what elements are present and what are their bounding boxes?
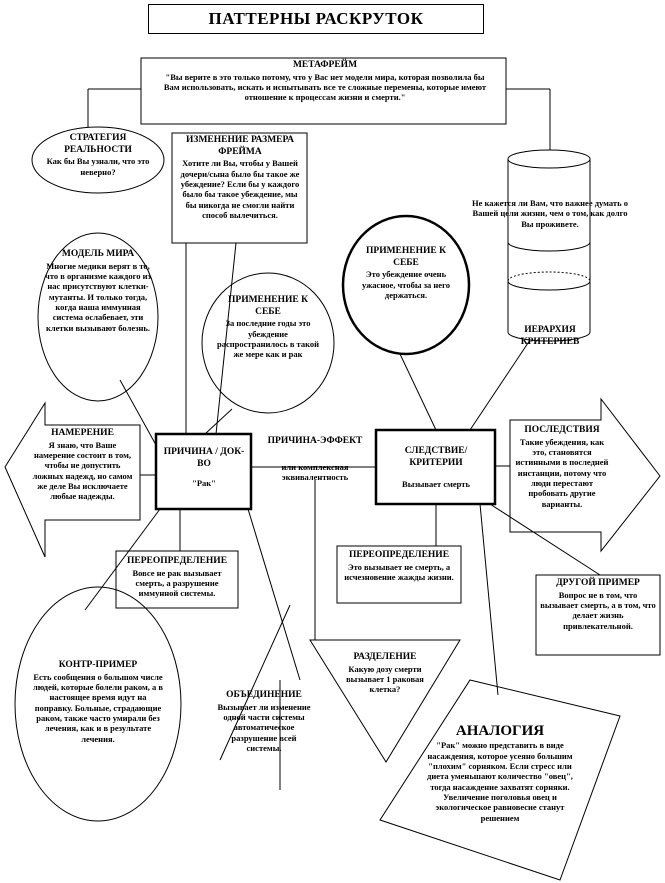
frame-size-text: Хотите ли Вы, чтобы у Вашей дочери/сына было бы такое же убеждение? Если бы у каждого было бы такое убеждение, мы бы никогда не смогли найти способ вылечиться. bbox=[180, 158, 300, 220]
effect bbox=[380, 446, 492, 490]
redefine-right-label: ПЕРЕОПРЕДЕЛЕНИЕ bbox=[348, 550, 450, 560]
cause-effect-text: или комплексная эквивалентность bbox=[281, 461, 349, 482]
redefine-left bbox=[118, 556, 236, 599]
apply-self-right-label: ПРИМЕНЕНИЕ К СЕБЕ bbox=[366, 246, 446, 268]
redefine-left-label: ПЕРЕОПРЕДЕЛЕНИЕ bbox=[126, 556, 228, 566]
another-example-label: ДРУГОЙ ПРИМЕР bbox=[556, 578, 640, 588]
chunk-down-label: РАЗДЕЛЕНИЕ bbox=[353, 652, 417, 662]
consequences bbox=[512, 425, 612, 509]
metaframe-label: МЕТАФРЕЙМ bbox=[292, 60, 358, 70]
redefine-right bbox=[339, 550, 459, 582]
analogy bbox=[420, 722, 580, 823]
hierarchy-cylinder bbox=[508, 150, 590, 341]
reality-strategy-text: Как бы Вы узнали, что это неверно? bbox=[46, 156, 150, 177]
redefine-left-text: Вовсе не рак вызывает смерть, а разрушение иммунной системы. bbox=[132, 567, 222, 599]
consequences-label: ПОСЛЕДСТВИЯ bbox=[524, 425, 600, 435]
effect-label: СЛЕДСТВИЕ/ КРИТЕРИИ bbox=[404, 446, 468, 468]
chunk-down bbox=[330, 652, 440, 695]
chunk-up-text: Вызывает ли изменение одной части системы автоматическое разрушение всей системы. bbox=[217, 701, 311, 754]
cause-effect-label: ПРИЧИНА-ЭФФЕКТ bbox=[267, 436, 363, 446]
cause-text: "Рак" bbox=[192, 478, 216, 489]
analogy-label: АНАЛОГИЯ bbox=[455, 723, 545, 739]
counter-example-label: КОНТР-ПРИМЕР bbox=[58, 660, 138, 670]
intention-text: Я знаю, что Ваше намерение состоит в том, чтобы не допустить ложных надежд, но самом же деле Вы исключаете любые надежды. bbox=[32, 439, 133, 502]
hierarchy bbox=[505, 325, 595, 348]
apply-self-left-text: За последние годы это убеждение распространилось в такой же мере как и рак bbox=[216, 318, 320, 360]
world-model-text: Многие медики верят в то, что в организме каждого из нас присутствуют клетки-мутанты. И только тогда, когда наша иммунная система ослабевает, эти клетки вызывают болезнь. bbox=[45, 260, 151, 333]
consequences-text: Такие убеждения, как это, становятся истинными в последней инстанции, потому что люди перестают пробовать другие варианты. bbox=[515, 436, 609, 509]
cause bbox=[160, 447, 248, 489]
reality-strategy bbox=[46, 133, 150, 177]
intention bbox=[30, 428, 135, 502]
world-model bbox=[42, 249, 154, 333]
metaframe bbox=[160, 60, 490, 103]
counter-example-text: Есть сообщения о большом числе людей, которые болели раком, а в настоящее время идут на поправку. Больные, страдающие раком, также часто умирали без лечения, как и в результате лечения. bbox=[33, 671, 163, 744]
counter-example bbox=[30, 660, 166, 744]
metaframe-text: "Вы верите в это только потому, что у Вас нет модели мира, которая позволила бы Вам использовать, искать и испытывать все те сложные перемены, которые имеют отношение к процессам жизни и смерти." bbox=[163, 71, 487, 103]
chunk-up bbox=[214, 690, 314, 753]
world-model-label: МОДЕЛЬ МИРА bbox=[61, 249, 135, 259]
apply-self-right-text: Это убеждение очень ужасное, чтобы за него держаться. bbox=[362, 269, 450, 300]
apply-self-left-label: ПРИМЕНЕНИЕ К СЕБЕ bbox=[228, 295, 308, 317]
apply-self-right bbox=[360, 246, 452, 300]
effect-text: Вызывает смерть bbox=[402, 479, 470, 490]
page-title: ПАТТЕРНЫ РАСКРУТОК bbox=[148, 4, 484, 34]
apply-self-left bbox=[216, 295, 320, 360]
analogy-text: "Рак" можно представить в виде насаждения, которое усеяно большим "плохим" сорняком. Если стресс или диета уменьшают количество "овец", тогда насаждение захватят сорняки. Увеличение поголовья овец и экологическое равновесие станут решением bbox=[427, 740, 573, 823]
cause-label: ПРИЧИНА / ДОК-ВО bbox=[163, 447, 245, 469]
reality-strategy-label: СТРАТЕГИЯ РЕАЛЬНОСТИ bbox=[64, 133, 132, 155]
chunk-down-text: Какую дозу смерти вызывает 1 раковая клетка? bbox=[346, 663, 424, 695]
cause-effect bbox=[258, 436, 372, 482]
another-example-text: Вопрос не в том, что вызывает смерть, а в том, что делает жизнь привлекательной. bbox=[540, 589, 656, 631]
frame-size bbox=[176, 135, 304, 220]
criteria-question: Не кажется ли Вам, что важнее думать о Вашей цели жизни, чем о том, как долго Вы проживете. bbox=[472, 198, 628, 229]
intention-label: НАМЕРЕНИЕ bbox=[51, 428, 114, 438]
redefine-right-text: Это вызывает не смерть, а исчезновение жажды жизни. bbox=[344, 561, 454, 582]
frame-size-label: ИЗМЕНЕНИЕ РАЗМЕРА ФРЕЙМА bbox=[186, 135, 294, 157]
another-example bbox=[539, 578, 657, 631]
hierarchy-label: ИЕРАРХИЯ КРИТЕРИЕВ bbox=[520, 325, 580, 347]
chunk-up-label: ОБЪЕДИНЕНИЕ bbox=[226, 690, 302, 700]
